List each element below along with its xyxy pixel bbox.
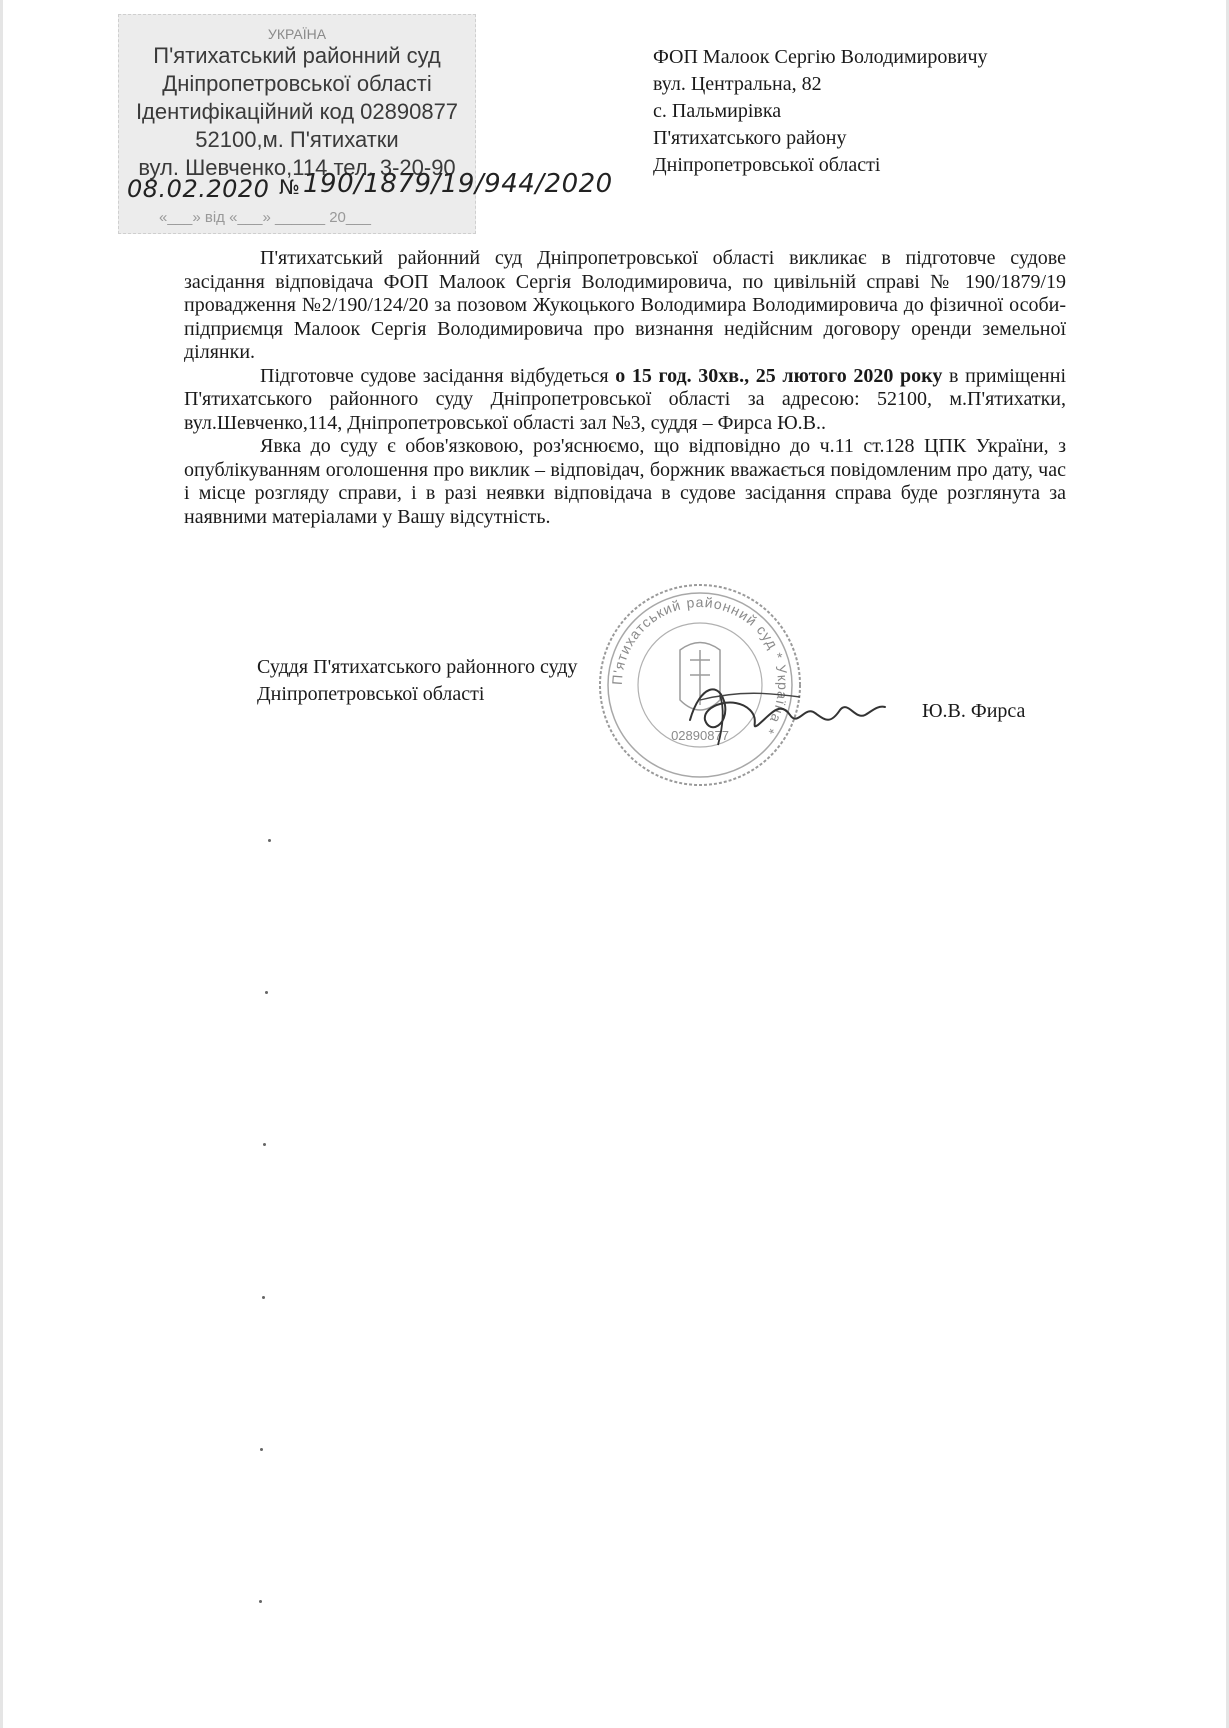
judge-title-line1: Суддя П'ятихатського районного суду [257, 656, 578, 678]
addressee-village: с. Пальмирівка [653, 100, 782, 122]
paragraph-hearing-details [184, 365, 1066, 436]
scan-speck [265, 991, 268, 994]
hearing-date-time: о 15 год. 30хв., 25 лютого 2020 року [615, 364, 943, 387]
hearing-location-text: в приміщенні П'ятихатського районного суду Дніпропетровської області за адресою: 52100, м.П'ятихатки, вул.Шевченко,114, Дніпропетровської області зал №3, суддя – Фирса Ю.В.. [184, 364, 1066, 434]
scan-speck [260, 1448, 263, 1451]
seal-code: 02890877 [671, 728, 729, 743]
stamp-postal-address: 52100,м. П'ятихатки [195, 127, 399, 152]
scan-speck [259, 1600, 262, 1603]
stamp-country: УКРАЇНА [267, 26, 327, 42]
hearing-intro-text: Підготовче судове засідання відбудеться [260, 364, 616, 387]
summons-body [184, 247, 1066, 529]
stamp-region: Дніпропетровської області [162, 71, 432, 96]
judge-signature-title [257, 654, 677, 708]
addressee-district: П'ятихатського району [653, 127, 847, 149]
stamp-number-prefix: № [279, 175, 301, 199]
stamp-reference-line: «___» від «___» ______ 20___ [159, 209, 371, 226]
stamp-handwritten-number: 190/1879/19/944/2020 [303, 169, 613, 199]
scan-speck [263, 1143, 266, 1146]
paragraph-summons: П'ятихатський районний суд Дніпропетровської області викликає в підготовче судове засідання відповідача ФОП Малоок Сергія Володимировича, по цивільній справі № 190/1879/19 провадження №2/190/124/20 за позовом Жукоцького Володимира Володимировича до фізичної особи-підприємця Малоок Сергія Володимировича про визнання недійсним договору оренди земельної ділянки. [184, 247, 1066, 363]
addressee-name: ФОП Малоок Сергію Володимировичу [653, 46, 988, 68]
court-registration-stamp [118, 14, 613, 234]
scan-speck [268, 839, 271, 842]
stamp-handwritten-date: 08.02.2020 [127, 175, 270, 203]
stamp-id-code: Ідентифікаційний код 02890877 [135, 99, 459, 124]
addressee-region: Дніпропетровської області [653, 154, 881, 176]
handwritten-signature [680, 665, 890, 755]
seal-ring-text: П'ятихатський районний суд * Україна * [608, 593, 792, 738]
scan-speck [262, 1296, 265, 1299]
scan-edge-left [0, 0, 3, 1728]
addressee-street: вул. Центральна, 82 [653, 73, 822, 95]
judge-title-line2: Дніпропетровської області [257, 683, 485, 705]
stamp-street-phone: вул. Шевченко,114 тел. 3-20-90 [138, 155, 456, 180]
stamp-court-name: П'ятихатський районний суд [153, 43, 441, 68]
addressee-block [653, 44, 1073, 179]
paragraph-attendance-notice: Явка до суду є обов'язковою, роз'яснюємо, що відповідно до ч.11 ст.128 ЦПК України, з опублікуванням оголошення про виклик – відповідач, боржник вважається повідомленим про дату, час і місце розгляду справи, і в разі неявки відповідача в судове засідання справа буде розглянута за наявними матеріалами у Вашу відсутність. [184, 435, 1066, 528]
judge-name: Ю.В. Фирса [922, 700, 1026, 722]
